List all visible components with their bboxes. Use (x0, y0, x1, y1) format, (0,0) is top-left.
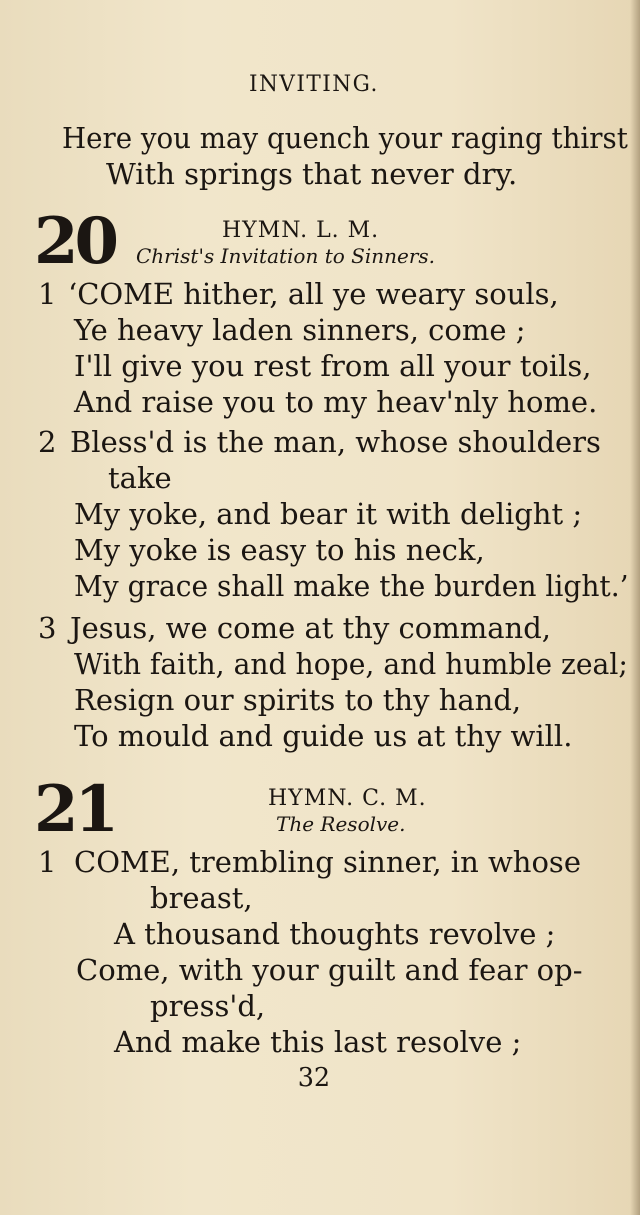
verse-line: And make this last resolve ; (114, 1025, 522, 1059)
verse-line: Resign our spirits to thy hand, (74, 683, 522, 717)
page-number: 32 (297, 1063, 331, 1093)
verse-line: Jesus, we come at thy command, (70, 611, 551, 645)
verse-line: take (108, 461, 172, 495)
verse-line: COME, trembling sinner, in whose (74, 845, 581, 879)
running-header: INVITING. (248, 72, 379, 97)
verse-number: 1 (38, 277, 57, 311)
hymn-subtitle: Christ's Invitation to Sinners. (136, 244, 436, 268)
intro-line: Here you may quench your raging thirst (62, 121, 628, 155)
verse-line: Come, with your guilt and fear op- (76, 953, 583, 987)
verse-number: 1 (38, 845, 57, 879)
verse-number: 2 (38, 425, 57, 459)
hymn-number: 20 (34, 204, 116, 279)
verse-line: breast, (150, 881, 253, 915)
verse-line: To mould and guide us at thy will. (74, 719, 573, 753)
hymn-title: HYMN. C. M. (268, 786, 427, 811)
hymn-title: HYMN. L. M. (222, 218, 380, 243)
verse-line: My grace shall make the burden light.’ (74, 569, 629, 603)
verse-line: My yoke, and bear it with delight ; (74, 497, 583, 531)
verse-line: My yoke is easy to his neck, (74, 533, 485, 567)
verse-line: I'll give you rest from all your toils, (74, 349, 592, 383)
verse-line: With faith, and hope, and humble zeal; (74, 647, 628, 681)
verse-line: ‘COME hither, all ye weary souls, (68, 277, 559, 311)
page-edge-shadow (630, 0, 640, 1215)
verse-line: And raise you to my heav'nly home. (74, 385, 598, 419)
hymn-number: 21 (34, 772, 116, 847)
hymn-subtitle: The Resolve. (276, 812, 406, 836)
verse-line: Ye heavy laden sinners, come ; (74, 313, 526, 347)
intro-line: With springs that never dry. (106, 157, 518, 191)
verse-line: Bless'd is the man, whose shoulders (70, 425, 601, 459)
verse-number: 3 (38, 611, 57, 645)
verse-line: A thousand thoughts revolve ; (114, 917, 556, 951)
verse-line: press'd, (150, 989, 266, 1023)
